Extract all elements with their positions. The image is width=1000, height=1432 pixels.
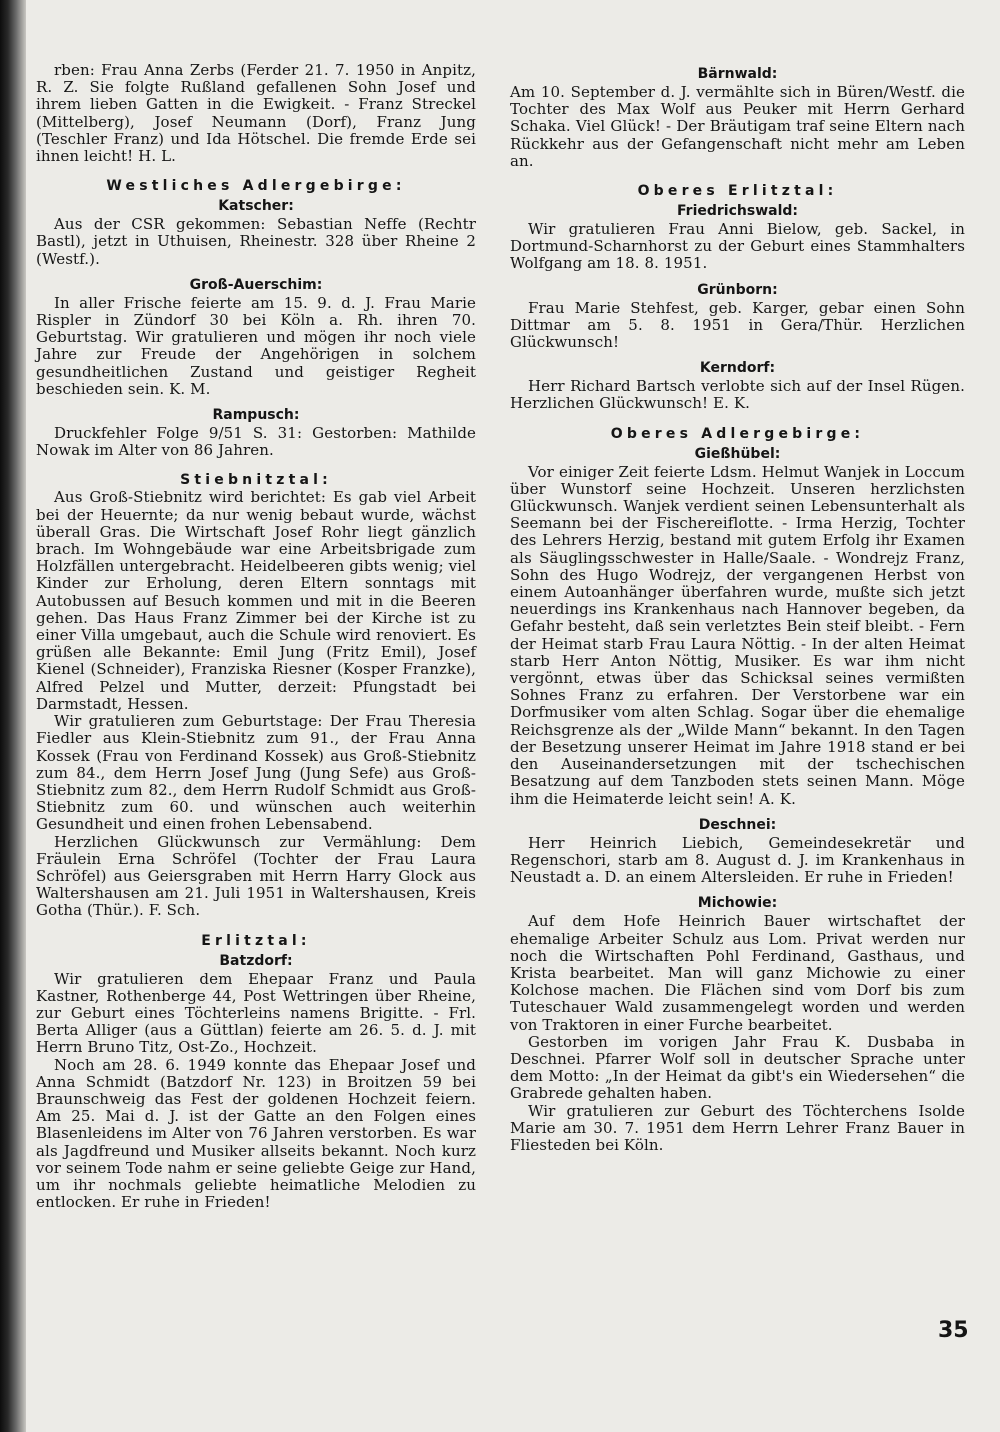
stiebnitz-paragraph-3: Herzlichen Glückwunsch zur Vermählung: Dem Fräulein Erna Schröfel (Tochter der Frau Laura Schröfel) aus Geiersgraben mit Herrn Harry Glock aus Waltershausen am 21. Juli 1951 in Waltershausen, Kreis Gotha (Thür.). F. Sch.	[36, 832, 476, 920]
batzdorf-paragraph-1: Wir gratulieren dem Ehepaar Franz und Paula Kastner, Rothenberge 44, Post Wettringen über Rheine, zur Geburt eines Töchterleins namens Brigitte. - Frl. Berta Alliger (aus a Güttlan) feierte am 26. 5. d. J. mit Herrn Bruno Titz, Ost-Zo., Hochzeit.	[36, 969, 476, 1057]
town-heading-rampusch: Rampusch:	[212, 407, 300, 424]
region-heading-oberes-adlergebirge: Oberes Adlergebirge:	[610, 425, 865, 442]
page-binding-edge	[0, 0, 26, 1432]
town-heading-giesshuebel: Gießhübel:	[694, 445, 781, 462]
friedrichswald-paragraph: Wir gratulieren Frau Anni Bielow, geb. Sackel, in Dortmund-Scharnhorst zu der Geburt eines Stammhalters Wolfgang am 18. 8. 1951.	[510, 220, 965, 273]
giesshuebel-paragraph: Vor einiger Zeit feierte Ldsm. Helmut Wanjek in Loccum über Wunstorf seine Hochzeit. Unseren herzlichsten Glückwunsch. Wanjek verdient seinen Lebensunterhalt als Seemann bei der Fischereiflotte. - Irma Herzig, Tochter des Lehrers Herzig, bestand mit gutem Erfolg ihr Examen als Säuglingsschwester in Halle/Saale. - Wondrejz Franz, Sohn des Hugo Wodrejz, der vergangenen Herbst von einem Autoanhänger überfahren wurde, mußte sich jetzt neuerdings ins Krankenhaus nach Hannover begeben, da Gefahr besteht, daß sein verletztes Bein steif bleibt. - Fern der Heimat starb Frau Laura Nöttig. - In der alten Heimat starb Herr Anton Nöttig, Musiker. Es war ihm nicht vergönnt, etwas über das Schicksal seines vermißten Sohnes Franz zu erfahren. Der Verstorbene war ein Dorfmusiker vom alten Schlag. Sogar über die ehemalige Reichsgrenze als der „Wilde Mann“ bekannt. In den Tagen der Besetzung unserer Heimat im Jahre 1918 stand er bei den Auseinandersetzungen mit der tschechischen Besatzung auf dem Tanzboden stets seinen Mann. Möge ihm die Heimaterde leicht sein! A. K.	[510, 462, 965, 808]
gross-auerschim-paragraph: In aller Frische feierte am 15. 9. d. J. Frau Marie Rispler in Zündorf 30 bei Köln a. Rh. ihren 70. Geburtstag. Wir gratulieren und mögen ihr noch viele Jahre zur Freude der Angehörigen in solchem gesundheitlichen Zustand und geistiger Regheit beschieden sein. K. M.	[36, 293, 476, 398]
michowie-paragraph-2: Gestorben im vorigen Jahr Frau K. Dusbaba in Deschnei. Pfarrer Wolf soll in deutscher Sprache unter dem Motto: „In der Heimat da gibt's ein Wiedersehen“ die Grabrede gehalten haben.	[510, 1032, 965, 1103]
kerndorf-paragraph: Herr Richard Bartsch verlobte sich auf der Insel Rügen. Herzlichen Glückwunsch! E. K.	[510, 377, 965, 413]
batzdorf-paragraph-2: Noch am 28. 6. 1949 konnte das Ehepaar Josef und Anna Schmidt (Batzdorf Nr. 123) in Broitzen 59 bei Braunschweig das Fest der goldenen Hochzeit feiern. Am 25. Mai d. J. ist der Gatte an den Folgen eines Blasenleidens im Alter von 76 Jahren verstorben. Es war als Jagdfreund und Musiker allseits bekannt. Noch kurz vor seinem Tode nahm er seine geliebte Geige zur Hand, um ihr nochmals geliebte heimatliche Melodien zu entlocken. Er ruhe in Frieden!	[36, 1055, 476, 1212]
intro-paragraph: rben: Frau Anna Zerbs (Ferder 21. 7. 1950 in Anpitz, R. Z. Sie folgte Rußland gefallenen Sohn Josef und ihrem lieben Gatten in die Ewigkeit. - Franz Streckel (Mittelberg), Josef Neumann (Dorf), Franz Jung (Teschler Franz) und Ida Hötschel. Die fremde Erde sei ihnen leicht! H. L.	[36, 61, 476, 166]
right-column	[510, 62, 965, 1154]
region-heading-westliches-adlergebirge: Westliches Adlergebirge:	[106, 178, 406, 195]
gruenborn-paragraph: Frau Marie Stehfest, geb. Karger, gebar einen Sohn Dittmar am 5. 8. 1951 in Gera/Thür. Herzlichen Glückwunsch!	[510, 298, 965, 352]
baernwald-paragraph: Am 10. September d. J. vermählte sich in Büren/Westf. die Tochter des Max Wolf aus Peuker mit Herrn Gerhard Schaka. Viel Glück! - Der Bräutigam traf seine Eltern nach Rückkehr aus der Gefangenschaft nicht mehr am Leben an.	[510, 83, 965, 170]
stiebnitz-paragraph-2: Wir gratulieren zum Geburtstage: Der Frau Theresia Fiedler aus Klein-Stiebnitz zum 91., der Frau Anna Kossek (Frau von Ferdinand Kossek) aus Groß-Stiebnitz zum 84., dem Herrn Josef Jung (Jung Sefe) aus Groß-Stiebnitz zum 82., dem Herrn Rudolf Schmidt aus Groß-Stiebnitz zum 60. und wünschen auch weiterhin Gesundheit und einen frohen Lebensabend.	[36, 712, 476, 834]
town-heading-friedrichswald: Friedrichswald:	[677, 203, 798, 220]
region-heading-erlitztal: Erlitztal:	[201, 932, 311, 949]
michowie-paragraph-1: Auf dem Hofe Heinrich Bauer wirtschaftet der ehemalige Arbeiter Schulz aus Lom. Privat werden nur noch die Wirtschaften Pohl Ferdinand, Gasthaus, und Krista bearbeitet. Man will ganz Michowie zu einer Kolchose machen. Die Flächen sind vom Dorf bis zum Tuteschauer Wald zusammengelegt worden und werden von Traktoren in einer Furche bearbeitet.	[510, 912, 965, 1034]
town-heading-batzdorf: Batzdorf:	[219, 952, 293, 969]
town-heading-michowie: Michowie:	[697, 895, 778, 912]
michowie-paragraph-3: Wir gratulieren zur Geburt des Töchterchens Isolde Marie am 30. 7. 1951 dem Herrn Lehrer Franz Bauer in Fliesteden bei Köln.	[510, 1101, 965, 1154]
region-heading-oberes-erlitztal: Oberes Erlitztal:	[637, 183, 838, 200]
town-heading-baernwald: Bärnwald:	[697, 66, 778, 82]
stiebnitz-paragraph-1: Aus Groß-Stiebnitz wird berichtet: Es gab viel Arbeit bei der Heuernte; da nur wenig bebaut wurde, wächst überall Gras. Die Wirtschaft Josef Rohr liegt gänzlich brach. Im Wohngebäude war eine Arbeitsbrigade zum Holzfällen untergebracht. Heidelbeeren gibts wenig; viel Kinder zur Erholung, deren Eltern sonntags mit Autobussen auf Besuch kommen und mit in die Beeren gehen. Das Haus Franz Zimmer bei der Kirche ist zu einer Villa umgebaut, auch die Schule wird renoviert. Es grüßen alle Bekannte: Emil Jung (Fritz Emil), Josef Kienel (Schneider), Franziska Riesner (Kosper Franzke), Alfred Pelzel und Mutter, derzeit: Pfungstadt bei Darmstadt, Hessen.	[36, 488, 476, 713]
town-heading-deschnei: Deschnei:	[698, 816, 777, 833]
rampusch-paragraph: Druckfehler Folge 9/51 S. 31: Gestorben: Mathilde Nowak im Alter von 86 Jahren.	[36, 424, 476, 460]
town-heading-gruenborn: Grünborn:	[697, 281, 778, 298]
town-heading-kerndorf: Kerndorf:	[699, 360, 776, 377]
deschnei-paragraph: Herr Heinrich Liebich, Gemeindesekretär und Regenschori, starb am 8. August d. J. im Krankenhaus in Neustadt a. D. an einem Altersleiden. Er ruhe in Frieden!	[510, 833, 965, 887]
region-heading-stiebnitztal: Stiebnitztal:	[180, 472, 332, 489]
page-number: 35	[938, 1318, 969, 1343]
town-heading-gross-auerschim: Groß-Auerschim:	[189, 276, 323, 293]
left-column	[36, 62, 476, 1211]
town-heading-katscher: Katscher:	[218, 198, 294, 215]
katscher-paragraph: Aus der CSR gekommen: Sebastian Neffe (Rechtr Bastl), jetzt in Uthuisen, Rheinestr. 328 über Rheine 2 (Westf.).	[36, 215, 476, 268]
